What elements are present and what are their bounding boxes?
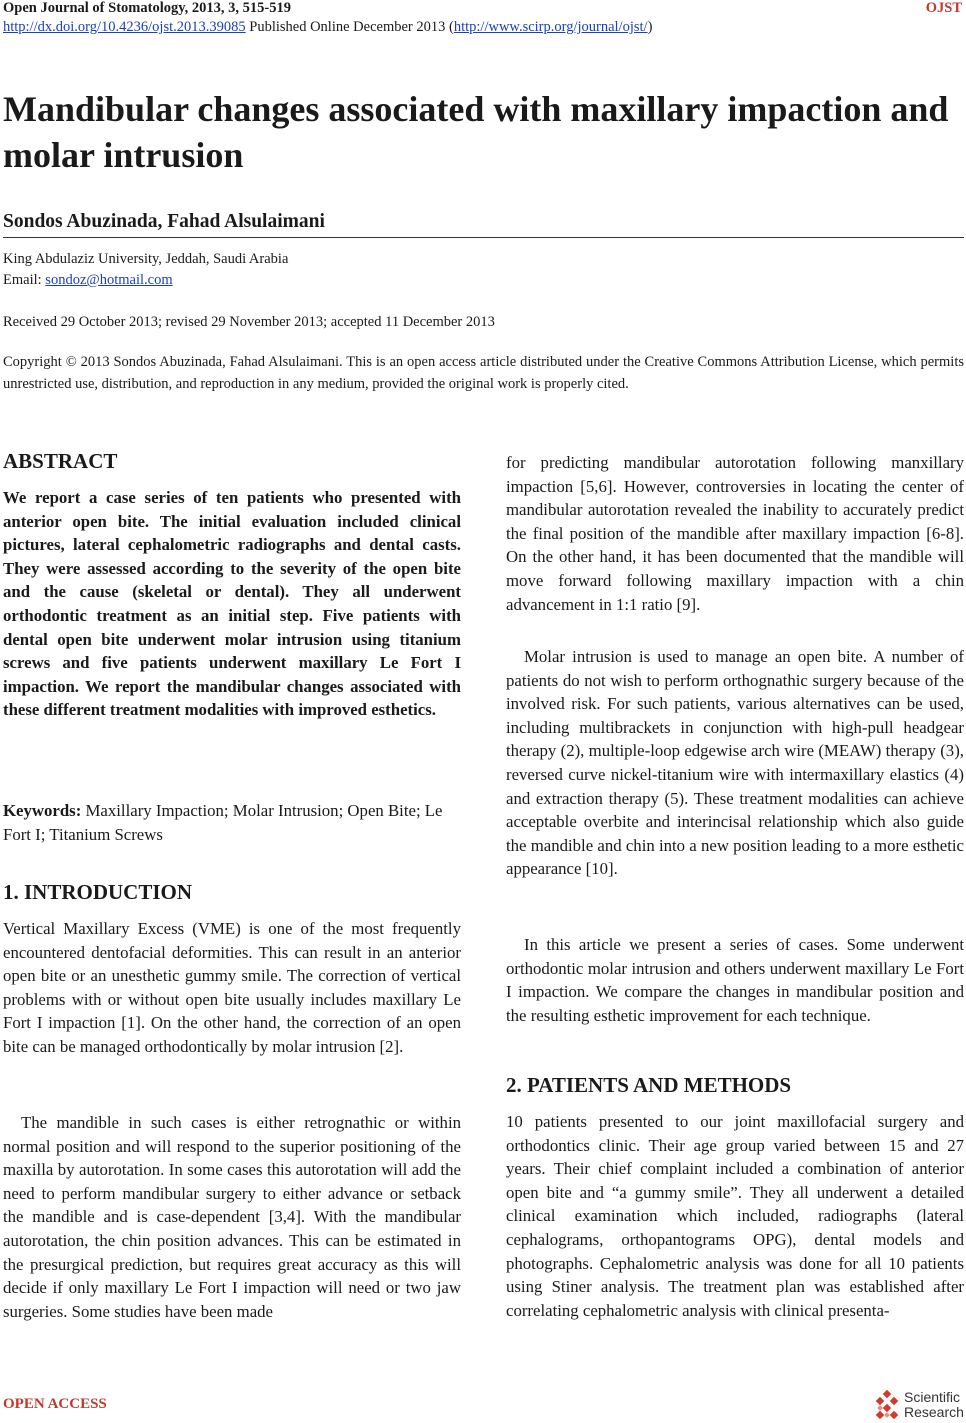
affiliation: King Abdulaziz University, Jeddah, Saudi Arabia <box>3 251 289 267</box>
email-line <box>3 272 173 289</box>
logo-line-2: Research <box>904 1404 964 1420</box>
intro-paragraph-1: Vertical Maxillary Excess (VME) is one of the most frequently encountered dentofacial deformities. This can result in an anterior open bite or an unesthetic gummy smile. The correction of vertical problems with or without open bite usually includes maxillary Le Fort I impaction [1]. On the other hand, the correction of an open bite can be managed orthodontically by molar intrusion [2]. <box>3 919 461 1056</box>
methods-heading: 2. PATIENTS AND METHODS <box>506 1073 792 1097</box>
copyright-notice: Copyright © 2013 Sondos Abuzinada, Fahad Alsulaimani. This is an open access article distributed under the Creative Commons Attribution License, which permits unrestricted use, distribution, and reproduction in any medium, provided the original work is properly cited. <box>3 354 964 392</box>
title-divider <box>3 237 964 238</box>
right-paragraph-3: In this article we present a series of cases. Some underwent orthodontic molar intrusion and others underwent maxillary Le Fort I impaction. We compare the changes in mandibular position and the resulting esthetic improvement for each technique. <box>506 935 964 1025</box>
intro-paragraph-2: The mandible in such cases is either retrognathic or within normal position and will respond to the superior positioning of the maxilla by autorotation. In some cases this autorotation will add the need to perform mandibular surgery to either advance or setback the mandible and is case-dependent [3,4]. With the mandibular autorotation, the chin position advances. This can be estimated in the presurgical prediction, but requires great accuracy as this will decide if only maxillary Le Fort I impaction will need or two jaw surgeries. Some studies have been made <box>3 1113 461 1321</box>
received-dates: Received 29 October 2013; revised 29 November 2013; accepted 11 December 2013 <box>3 314 495 330</box>
close-paren: ) <box>647 19 653 35</box>
paper-title: Mandibular changes associated with maxillary impaction and molar intrusion <box>3 89 949 175</box>
abstract-heading: ABSTRACT <box>3 449 118 473</box>
published-text: Published Online December 2013 ( <box>245 19 454 35</box>
journal-site-link[interactable]: http://www.scirp.org/journal/ojst/ <box>453 19 648 35</box>
journal-abbreviation: OJST <box>925 0 962 16</box>
open-access-label: OPEN ACCESS <box>3 1396 107 1412</box>
logo-line-1: Scientific <box>904 1389 961 1405</box>
keywords-list: Maxillary Impaction; Molar Intrusion; Open Bite; Le Fort I; Titanium Screws <box>3 801 443 844</box>
publication-line <box>3 19 652 36</box>
keywords <box>3 799 461 846</box>
scientific-research-logo <box>874 1390 966 1422</box>
right-paragraph-1: for predicting mandibular autorotation following manxillary impaction [5,6]. However, controversies in locating the center of mandibular autorotation revealed the inability to accurately predict the final position of the mandible after maxillary impaction [6-8]. On the other hand, it has been documented that the mandible will move forward following maxillary impaction with a chin advancement in 1:1 ratio [9]. <box>506 453 964 614</box>
author-list: Sondos Abuzinada, Fahad Alsulaimani <box>3 211 325 232</box>
logo-wordmark <box>904 1390 964 1420</box>
methods-paragraph-1: 10 patients presented to our joint maxillofacial surgery and orthodontics clinic. Their age group varied between 15 and 27 years. Their chief complaint included a combination of anterior open bite and “a gummy smile”. They all underwent a detailed clinical examination which included, radiographs (lateral cephalograms, orthopantograms OPG), dental models and photographs. Cephalometric analysis was done for all 10 patients using Stiner analysis. The treatment plan was established after correlating cephalometric analysis with clinical presenta- <box>506 1112 964 1320</box>
doi-link[interactable]: http://dx.doi.org/10.4236/ojst.2013.39085 <box>3 19 246 35</box>
right-paragraph-2: Molar intrusion is used to manage an open bite. A number of patients do not wish to perform orthognathic surgery because of the involved risk. For such patients, various alternatives can be used, including multibrackets in conjunction with high-pull headgear therapy (2), multiple-loop edgewise arch wire (MEAW) therapy (3), reversed curve nickel-titanium wire with intermaxillary elastics (4) and extraction therapy (5). These treatment modalities can achieve acceptable overbite and interincisal relationship which also guide the mandible and chin into a new position leading to a more esthetic appearance [10]. <box>506 647 964 879</box>
scirp-logo-icon <box>874 1390 902 1422</box>
introduction-heading: 1. INTRODUCTION <box>3 880 193 904</box>
email-label: Email: <box>3 272 46 288</box>
abstract-text: We report a case series of ten patients who presented with anterior open bite. The initial evaluation included clinical pictures, lateral cephalometric radiographs and dental casts. They were assessed according to the severity of the open bite and the cause (skeletal or dental). They all underwent orthodontic treatment as an initial step. Five patients with dental open bite underwent molar intrusion using titanium screws and five patients underwent maxillary Le Fort I impaction. We report the mandibular changes associated with these different treatment modalities with improved esthetics. <box>3 488 461 720</box>
keywords-label: Keywords: <box>3 801 82 820</box>
email-link[interactable]: sondoz@hotmail.com <box>45 272 173 288</box>
journal-citation: Open Journal of Stomatology, 2013, 3, 515-519 <box>3 0 291 16</box>
